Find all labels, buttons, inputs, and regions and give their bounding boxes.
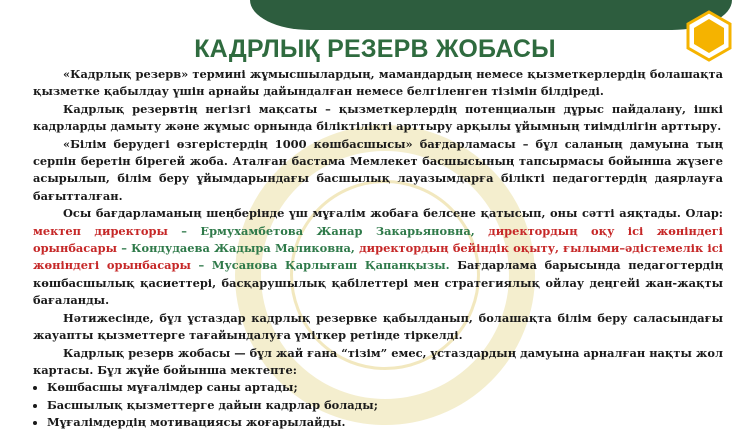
role-deputy-methodical: директордың бейіндік оқыту, ғылыми–әдістемелік ісі жөніндегі орынбасары [33, 241, 724, 273]
name-deputy-academic: – Кондудаева Жадыра Маликовна, [117, 241, 360, 256]
top-banner [250, 0, 732, 30]
role-deputy-academic: директордың оқу ісі жөніндегі орынбасары [33, 223, 723, 256]
paragraph-result: Нәтижесінде, бұл ұстаздар кадрлық резервке қабылданып, болашақта білім беру саласындағы жауапты қызметтерге тағайындалуға үміткер ретінде тіркелді. [33, 310, 723, 343]
paragraph-participants [33, 205, 723, 309]
list-item: • Мұғалімдердің мотивациясы жоғарылайды. [47, 414, 723, 431]
paragraph-definition: «Кадрлық резерв» термині жұмысшылардың, мамандардың немесе қызметкерлердің болашақта қызметке қабылдау үшін арнайы дайындалған немесе белгіленген тізімін білдіреді. [33, 67, 723, 99]
role-director: мектеп директоры [33, 223, 168, 238]
benefits-list [33, 379, 723, 431]
document-body [33, 66, 723, 432]
list-item: • Көшбасшы мұғалімдер саны артады; [47, 379, 723, 396]
list-item: • Басшылық қызметтерге дайын кадрлар болады; [47, 397, 723, 414]
name-director: – Ермухамбетова Жанар Закарьяновна, [167, 223, 489, 238]
page-title: КАДРЛЫҚ РЕЗЕРВ ЖОБАСЫ [194, 35, 556, 63]
paragraph-purpose: Кадрлық резервтің негізгі мақсаты – қызметкерлердің потенциалын дұрыс пайдалану, ішкі кадрларды дамыту және жұмыс орнында біліктілікті арттыру арқылы ұйымның тиімділігін арттыру. [33, 101, 723, 134]
paragraph-roadmap: Кадрлық резерв жобасы — бұл жай ғана “тізім” емес, ұстаздардың дамуына арналған нақты жол картасы. Бұл жүйе бойынша мектепте: [33, 345, 723, 377]
paragraph-program: «Білім берудегі өзгерістердің 1000 көшбасшысы» бағдарламасы – бұл саланың дамуына тың серпін беретін бірегей жоба. Аталған бастама Мемлекет басшысының тапсырмасы бойынша жүзеге асырылып, білім беру ұйымдарындағы басшылық лауазымдарға білікті педагогтердің даярлауға бағытталған. [33, 136, 723, 203]
name-deputy-methodical: – Мусанова Қарлығаш Қапанқызы. [190, 258, 450, 273]
participants-intro: Осы бағдарламаның шеңберінде үш мұғалім жобаға белсене қатысып, оны сәтті аяқтады. Олар: [63, 206, 723, 221]
participants-tail: Бағдарлама барысында педагогтердің көшбасшылық қасиеттері, басқарушылық қабілеттері мен стратегиялық ойлау деңгейі жан-жақты бағаланды. [33, 258, 724, 308]
